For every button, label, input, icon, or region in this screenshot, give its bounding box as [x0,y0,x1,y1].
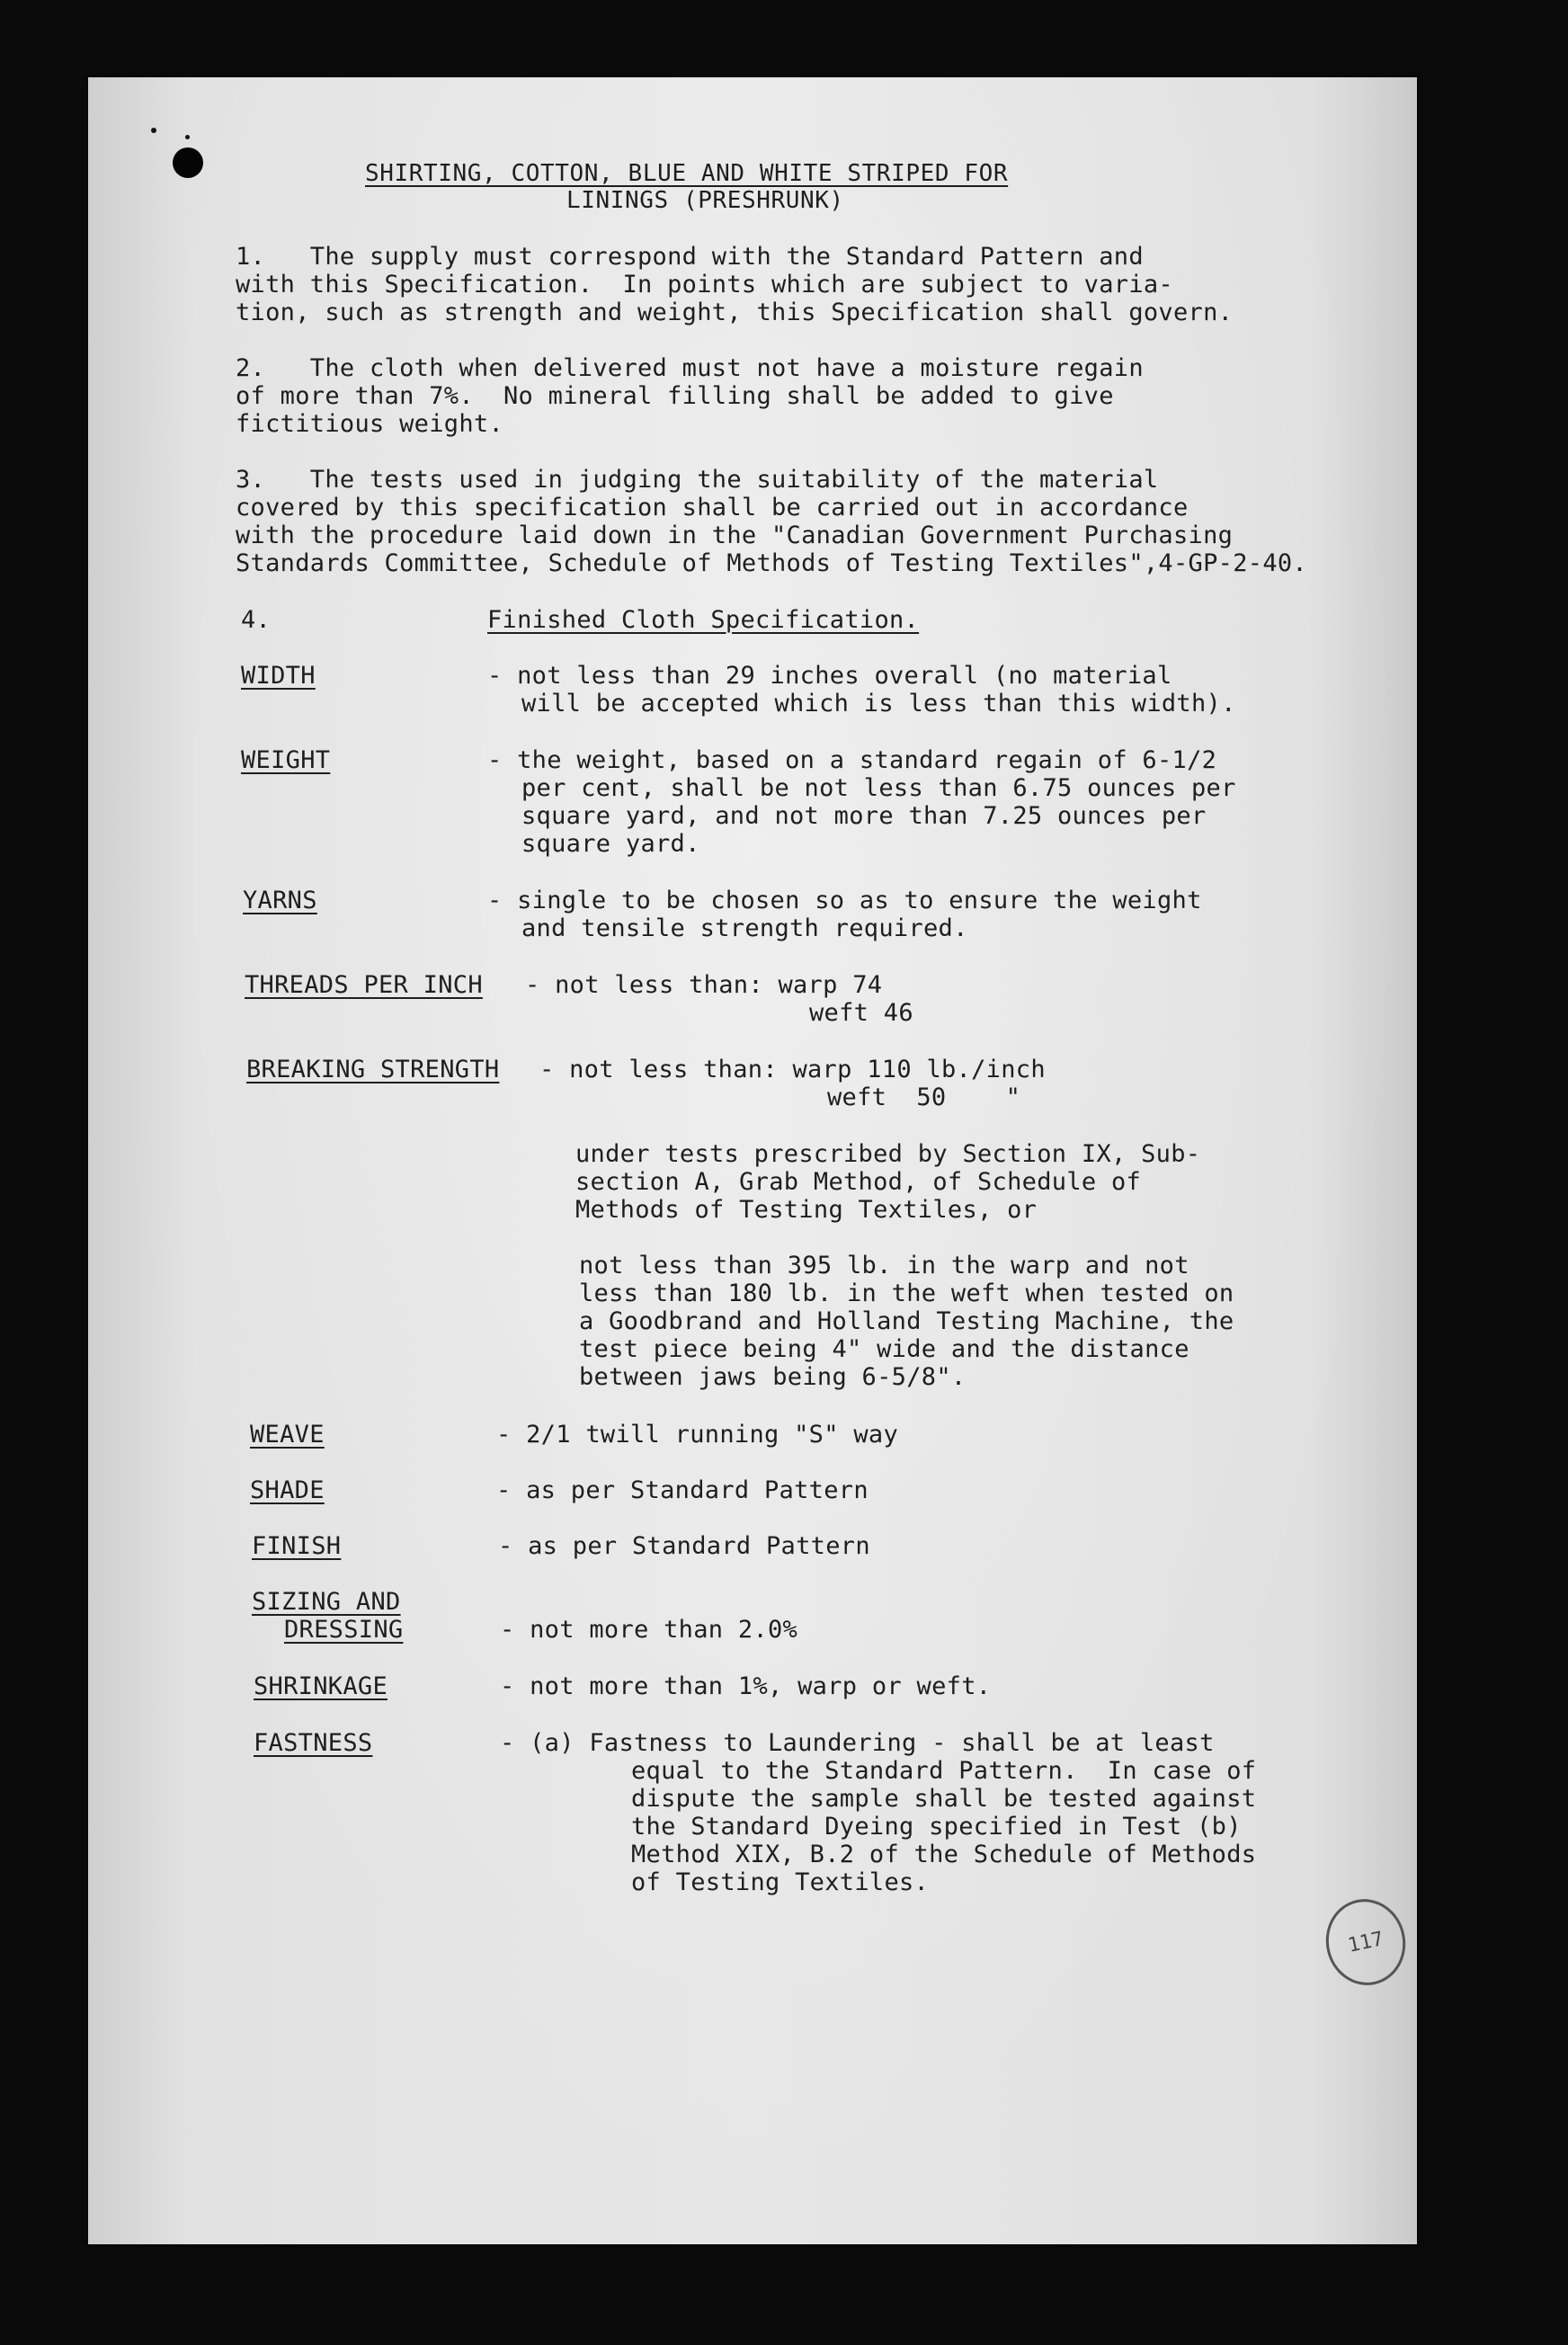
breaking-detail-2-line-4: test piece being 4" wide and the distance [579,1335,1189,1363]
paragraph-3-line-3: with the procedure laid down in the "Canadian Government Purchasing [236,522,1234,549]
weight-text-line-2: per cent, shall be not less than 6.75 ounces per [521,774,1236,802]
fastness-text-line-2: equal to the Standard Pattern. In case of [631,1757,1257,1785]
page-mark-number: 117 [1345,1927,1386,1957]
paragraph-2-line-1: 2. The cloth when delivered must not have a moisture regain [236,354,1144,382]
weight-text-line-1: - the weight, based on a standard regain of 6-1/2 [487,746,1217,774]
fastness-label: FASTNESS [254,1729,373,1757]
title-line-1: SHIRTING, COTTON, BLUE AND WHITE STRIPED FOR [365,160,1009,187]
shrinkage-text: - not more than 1%, warp or weft. [500,1672,992,1700]
sizing-label-line-1: SIZING AND [252,1588,401,1616]
paragraph-1-line-2: with this Specification. In points which are subject to varia- [236,271,1173,299]
title-line-2: LININGS (PRESHRUNK) [566,187,844,214]
breaking-detail-2-line-2: less than 180 lb. in the weft when tested on [579,1279,1234,1307]
threads-text-line-2: weft 46 [809,999,913,1027]
breaking-text-line-1: - not less than: warp 110 lb./inch [539,1056,1046,1083]
breaking-strength-label: BREAKING STRENGTH [246,1056,500,1083]
breaking-detail-2-line-3: a Goodbrand and Holland Testing Machine, the [579,1307,1234,1335]
weight-text-line-3: square yard, and not more than 7.25 ounces per [521,802,1207,830]
weave-text: - 2/1 twill running "S" way [496,1421,898,1449]
weave-label: WEAVE [250,1421,325,1449]
width-text-line-1: - not less than 29 inches overall (no material [487,662,1172,690]
threads-per-inch-label: THREADS PER INCH [245,971,483,999]
width-label: WIDTH [241,662,316,690]
paragraph-3-line-4: Standards Committee, Schedule of Methods of Testing Textiles",4-GP-2-40. [236,549,1307,577]
paragraph-1-line-3: tion, such as strength and weight, this Specification shall govern. [236,299,1234,326]
breaking-detail-1-line-2: section A, Grab Method, of Schedule of [575,1168,1142,1196]
sizing-text: - not more than 2.0% [500,1616,798,1644]
threads-text-line-1: - not less than: warp 74 [525,971,883,999]
section-4-number: 4. [241,606,272,634]
breaking-detail-1-line-1: under tests prescribed by Section IX, Sub- [575,1140,1201,1168]
paragraph-2-line-2: of more than 7%. No mineral filling shall be added to give [236,382,1114,410]
sizing-label-line-2: DRESSING [284,1616,404,1644]
fastness-text-line-1: - (a) Fastness to Laundering - shall be at least [500,1729,1215,1757]
section-4-heading: Finished Cloth Specification. [487,606,920,634]
yarns-text-line-2: and tensile strength required. [521,914,968,942]
yarns-text-line-1: - single to be chosen so as to ensure the weight [487,887,1202,914]
paragraph-3-line-1: 3. The tests used in judging the suitability of the material [236,466,1159,494]
speck [151,128,156,133]
paragraph-1-line-1: 1. The supply must correspond with the Standard Pattern and [236,243,1144,271]
breaking-detail-2-line-1: not less than 395 lb. in the warp and not [579,1252,1189,1279]
paragraph-3-line-2: covered by this specification shall be carried out in accordance [236,494,1189,522]
breaking-text-line-2: weft 50 " [827,1083,1021,1111]
fastness-text-line-6: of Testing Textiles. [631,1868,930,1896]
width-text-line-2: will be accepted which is less than this width). [521,690,1236,718]
yarns-label: YARNS [243,887,317,914]
breaking-detail-2-line-5: between jaws being 6-5/8". [579,1363,967,1391]
fastness-text-line-3: dispute the sample shall be tested against [631,1785,1257,1813]
shade-label: SHADE [250,1476,325,1504]
finish-text: - as per Standard Pattern [498,1532,870,1560]
breaking-detail-1-line-3: Methods of Testing Textiles, or [575,1196,1038,1224]
weight-text-line-4: square yard. [521,830,700,858]
shade-text: - as per Standard Pattern [496,1476,869,1504]
punch-hole [173,147,203,178]
paragraph-2-line-3: fictitious weight. [236,410,503,438]
fastness-text-line-5: Method XIX, B.2 of the Schedule of Methods [631,1841,1257,1868]
shrinkage-label: SHRINKAGE [254,1672,388,1700]
fastness-text-line-4: the Standard Dyeing specified in Test (b) [631,1813,1242,1841]
weight-label: WEIGHT [241,746,331,774]
speck [185,135,190,139]
finish-label: FINISH [252,1532,342,1560]
